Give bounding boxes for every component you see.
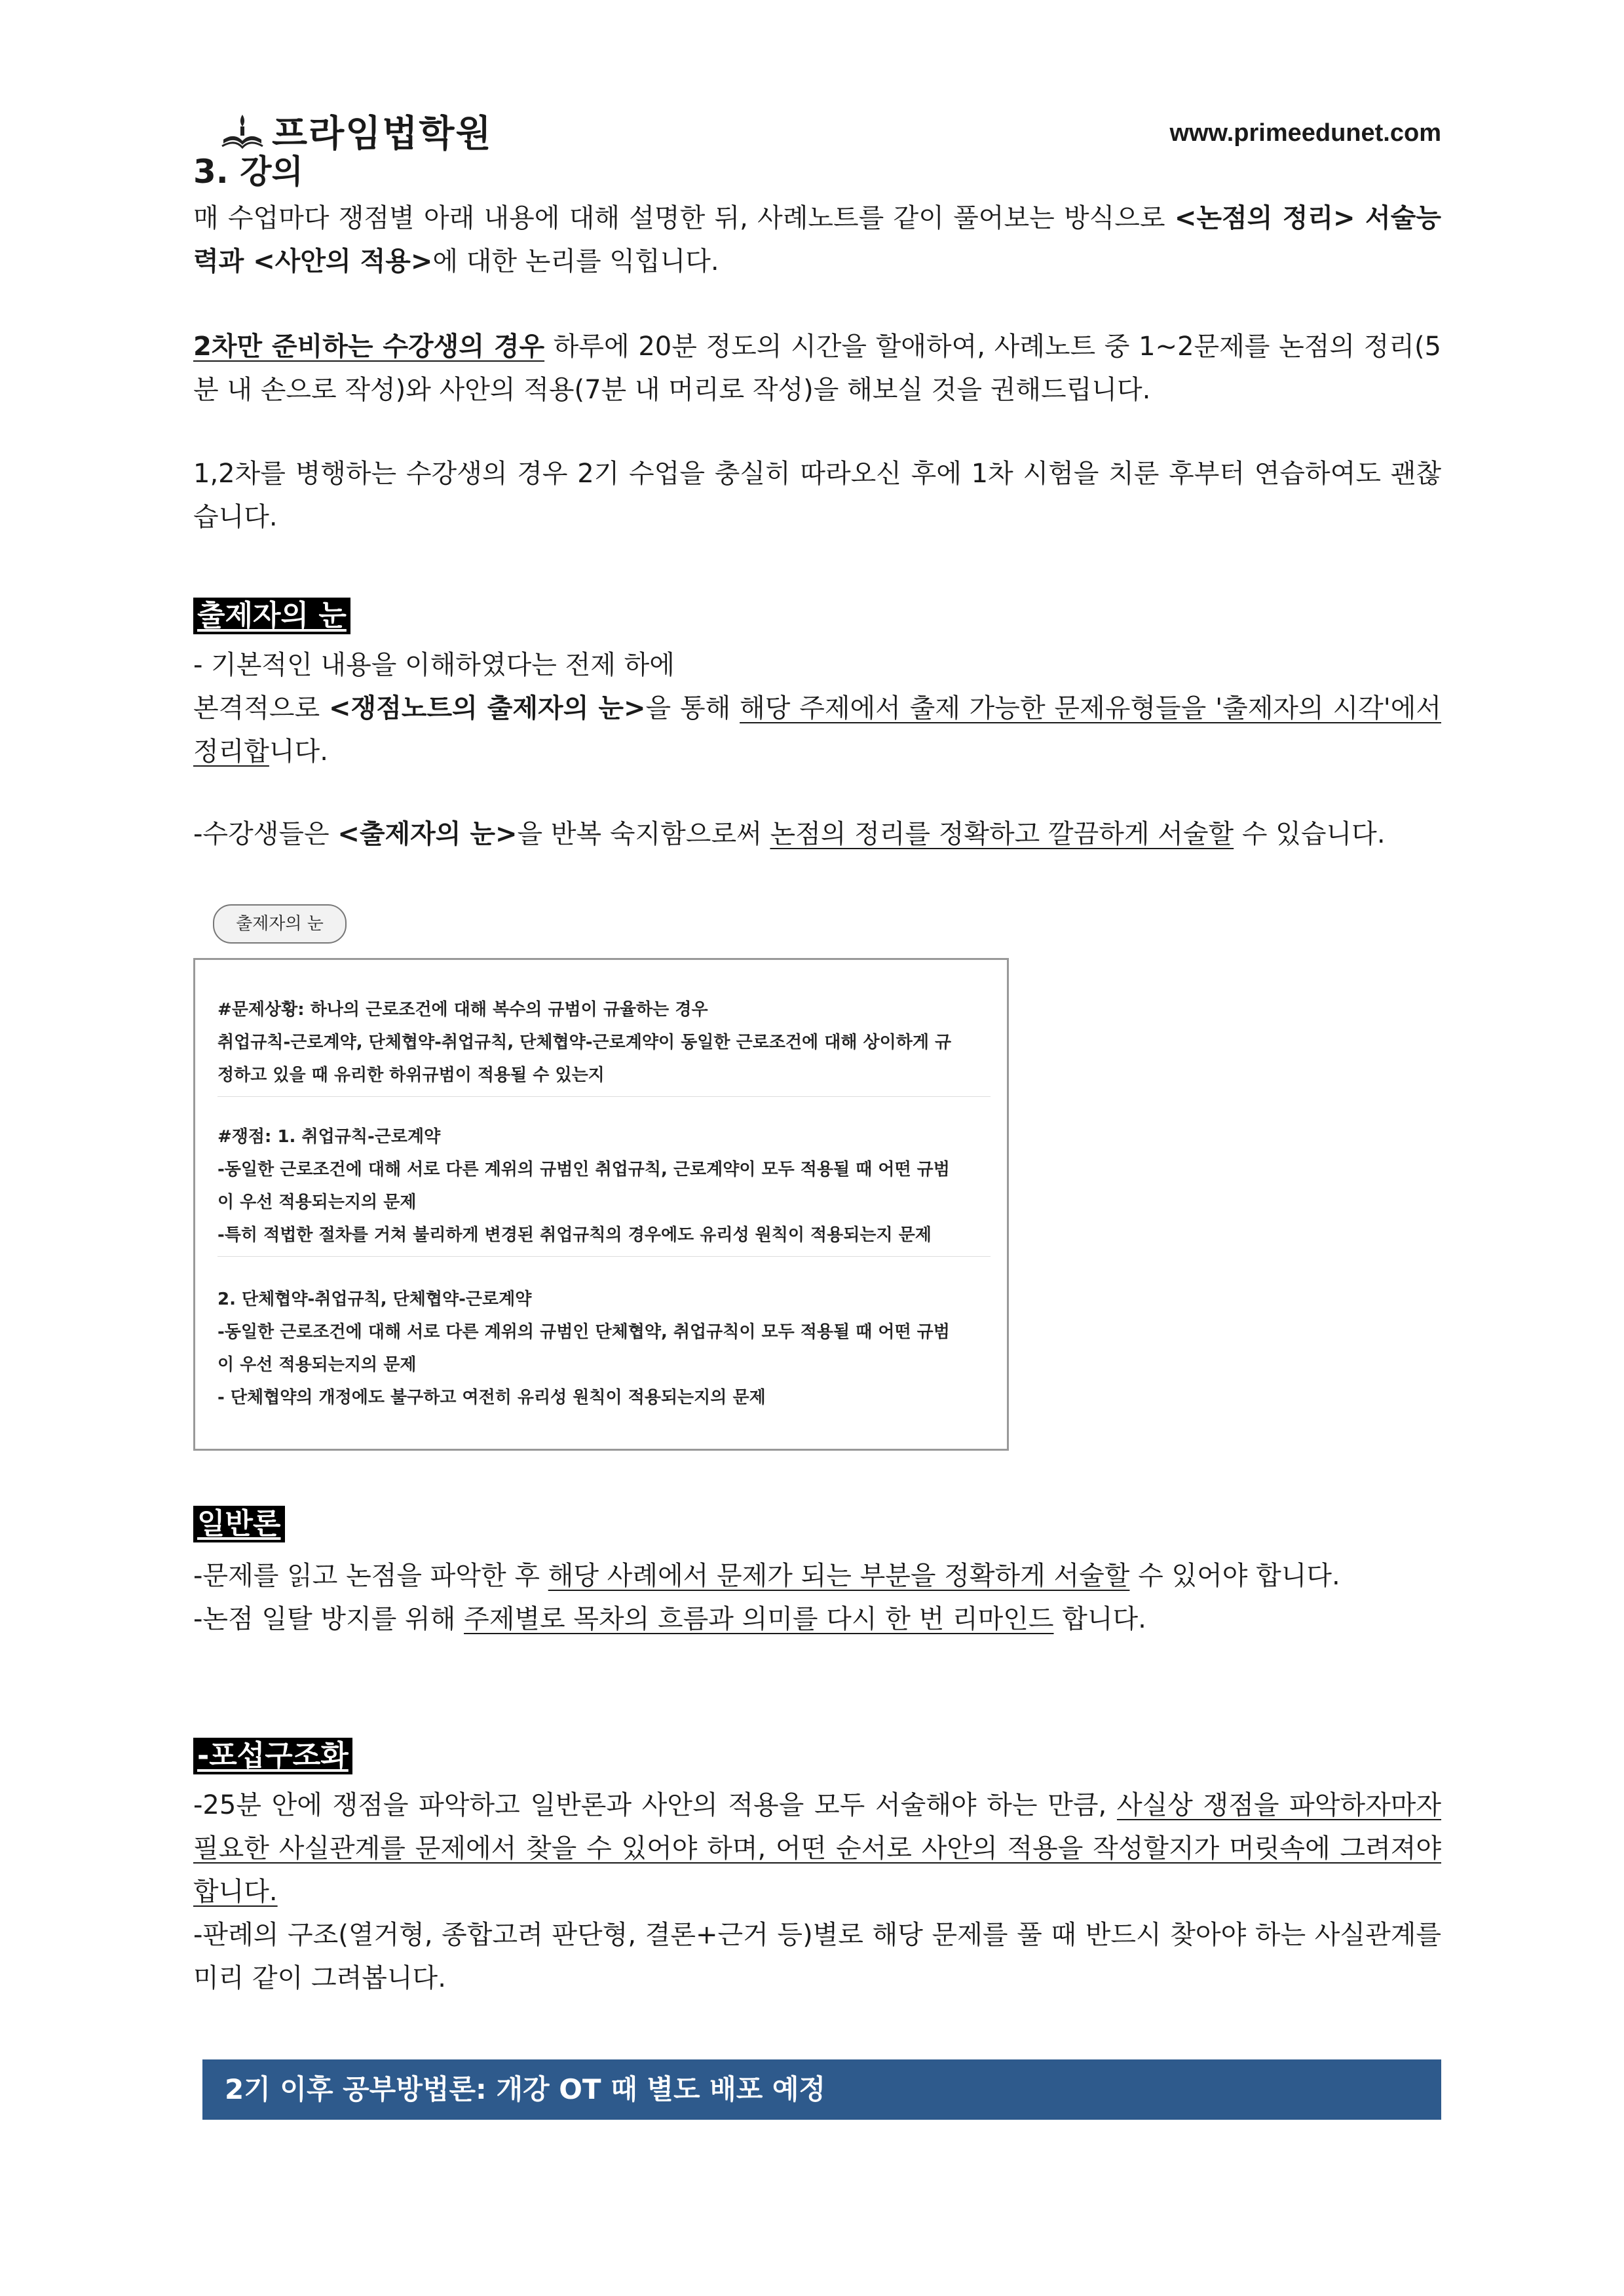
subsumption-paragraph: -25분 안에 쟁점을 파악하고 일반론과 사안의 적용을 모두 서술해야 하는 만큼, 사실상 쟁점을 파악하자마자 필요한 사실관계를 문제에서 찾을 수 있어야 하며, 어떤 순서로 사안의 적용을 작성할지가 머릿속에 그려져야 합니다. -판례의 구조(열거형, 종합고려 판단형, 결론+근거 등)별로 해당 문제를 풀 때 반드시 찾아야 하는 사실관계를 미리 같이 그려봅니다. [193,1790,1442,1993]
note-line: - 단체협약의 개정에도 불구하고 여전히 유리성 원칙이 적용되는지의 문제 [217,1388,766,1407]
general-heading: 일반론 [193,1506,285,1542]
study-method-banner: 2기 이후 공부방법론: 개강 OT 때 별도 배포 예정 [202,2059,1441,2120]
examiner-paragraph-2: -수강생들은 <출제자의 눈>을 반복 숙지함으로써 논점의 정리를 정확하고 깔끔하게 서술할 수 있습니다. [193,819,1386,849]
note-line: 취업규칙-근로계약, 단체협약-취업규칙, 단체협약-근로계약이 동일한 근로조건에 대해 상이하게 규 [217,1033,952,1052]
logo-text: 프라임법학원 [272,113,493,155]
page-header [193,105,1441,157]
examiner-heading: 출제자의 눈 [193,598,350,634]
note-line: 이 우선 적용되는지의 문제 [217,1193,417,1212]
underlined-phrase: 2차만 준비하는 수강생의 경우 [193,332,545,362]
note-line: 정하고 있을 때 유리한 하위규범이 적용될 수 있는지 [217,1065,605,1085]
note-tag: 출제자의 눈 [213,904,347,944]
paragraph-second-exam: 2차만 준비하는 수강생의 경우 하루에 20분 정도의 시간을 할애하여, 사례노트 중 1~2문제를 논점의 정리(5분 내 손으로 작성)와 사안의 적용(7분 내 머리로 작성)을 해보실 것을 권해드립니다. [193,332,1441,405]
note-line: 이 우선 적용되는지의 문제 [217,1355,417,1375]
paragraph-both-exams: 1,2차를 병행하는 수강생의 경우 2기 수업을 충실히 따라오신 후에 1차 시험을 치룬 후부터 연습하여도 괜찮습니다. [193,459,1441,532]
examiner-note-box [193,958,1009,1451]
note-line: -동일한 근로조건에 대해 서로 다른 계위의 규범인 단체협약, 취업규칙이 모두 적용될 때 어떤 규범 [217,1322,950,1342]
note-line: #문제상황: 하나의 근로조건에 대해 복수의 규범이 규율하는 경우 [217,1000,708,1020]
note-divider [217,1096,991,1097]
note-line: #쟁점: 1. 취업규칙-근로계약 [217,1127,441,1147]
note-line: 2. 단체협약-취업규칙, 단체협약-근로계약 [217,1290,532,1309]
note-line: -특히 적법한 절차를 거쳐 불리하게 변경된 취업규칙의 경우에도 유리성 원칙이 적용되는지 문제 [217,1225,932,1245]
note-divider [217,1256,991,1257]
website-url[interactable]: www.primeedunet.com [1169,119,1441,147]
general-paragraph: -문제를 읽고 논점을 파악한 후 해당 사례에서 문제가 되는 부분을 정확하게 서술할 수 있어야 합니다. -논점 일탈 방지를 위해 주제별로 목차의 흐름과 의미를 다시 한 번 리마인드 합니다. [193,1561,1340,1634]
note-line: -동일한 근로조건에 대해 서로 다른 계위의 규범인 취업규칙, 근로계약이 모두 적용될 때 어떤 규범 [217,1160,950,1179]
bold-phrase: <논점의 정리> 서술능력과 <사안의 적용> [193,203,1441,277]
examiner-paragraph: - 기본적인 내용을 이해하였다는 전제 하에 본격적으로 <쟁점노트의 출제자의 눈>을 통해 해당 주제에서 출제 가능한 문제유형들을 '출제자의 시각'에서 정리합니다. [193,650,1441,767]
paragraph-lecture-intro: 매 수업마다 쟁점별 아래 내용에 대해 설명한 뒤, 사례노트를 같이 풀어보는 방식으로 <논점의 정리> 서술능력과 <사안의 적용>에 대한 논리를 익힙니다. [193,203,1441,277]
subsumption-heading: -포섭구조화 [193,1738,352,1774]
section-title: 3. 강의 [193,153,303,191]
